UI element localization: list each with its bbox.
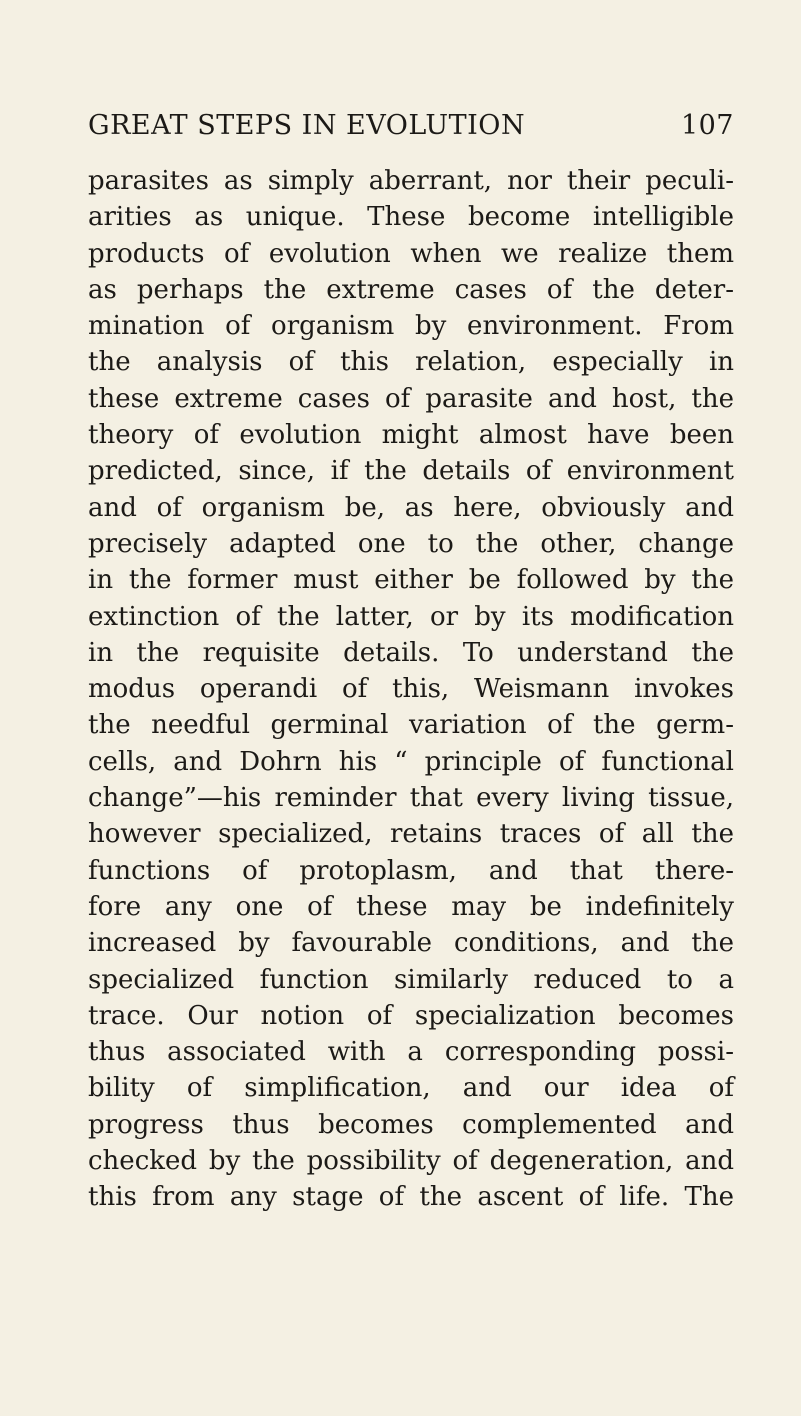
text-line: predicted, since, if the details of environment xyxy=(88,456,734,487)
text-line: theory of evolution might almost have been xyxy=(88,420,734,451)
text-line: functions of protoplasm, and that there- xyxy=(88,855,734,886)
text-line: in the former must either be followed by the xyxy=(88,565,734,596)
text-line: parasites as simply aberrant, nor their peculi- xyxy=(88,166,734,196)
text-line: this from any stage of the ascent of life. The xyxy=(88,1182,734,1213)
text-line: progress thus becomes complemented and xyxy=(88,1109,734,1140)
text-line: specialized function similarly reduced to a xyxy=(88,964,734,995)
text-line: thus associated with a corresponding possi- xyxy=(88,1037,734,1068)
text-line: trace. Our notion of specialization becomes xyxy=(88,1000,734,1031)
text-line: checked by the possibility of degeneration, and xyxy=(88,1146,734,1177)
text-line: and of organism be, as here, obviously and xyxy=(88,492,734,523)
body-text xyxy=(88,163,734,1216)
text-line: however specialized, retains traces of all the xyxy=(88,819,734,850)
text-line: the needful germinal variation of the germ- xyxy=(88,710,734,741)
running-head-title: GREAT STEPS IN EVOLUTION xyxy=(88,110,526,141)
text-line: in the requisite details. To understand the xyxy=(88,637,734,668)
page-number: 107 xyxy=(680,110,734,141)
running-head xyxy=(88,110,734,150)
text-line: arities as unique. These become intelligible xyxy=(88,202,734,233)
text-line: fore any one of these may be indefinitely xyxy=(88,891,734,922)
text-line: increased by favourable conditions, and the xyxy=(88,928,734,959)
text-line: as perhaps the extreme cases of the deter- xyxy=(88,274,734,305)
text-line: mination of organism by environment. From xyxy=(88,311,734,342)
text-line: precisely adapted one to the other, change xyxy=(88,528,734,559)
text-line: the analysis of this relation, especially in xyxy=(88,347,734,378)
text-line: modus operandi of this, Weismann invokes xyxy=(88,674,734,705)
text-line: bility of simplification, and our idea of xyxy=(88,1073,734,1104)
text-line: extinction of the latter, or by its modification xyxy=(88,601,734,632)
text-line: cells, and Dohrn his “ principle of functional xyxy=(88,746,734,777)
text-line: change”—his reminder that every living tissue, xyxy=(88,783,734,814)
text-line: these extreme cases of parasite and host, the xyxy=(88,383,734,414)
text-line: products of evolution when we realize them xyxy=(88,238,734,269)
